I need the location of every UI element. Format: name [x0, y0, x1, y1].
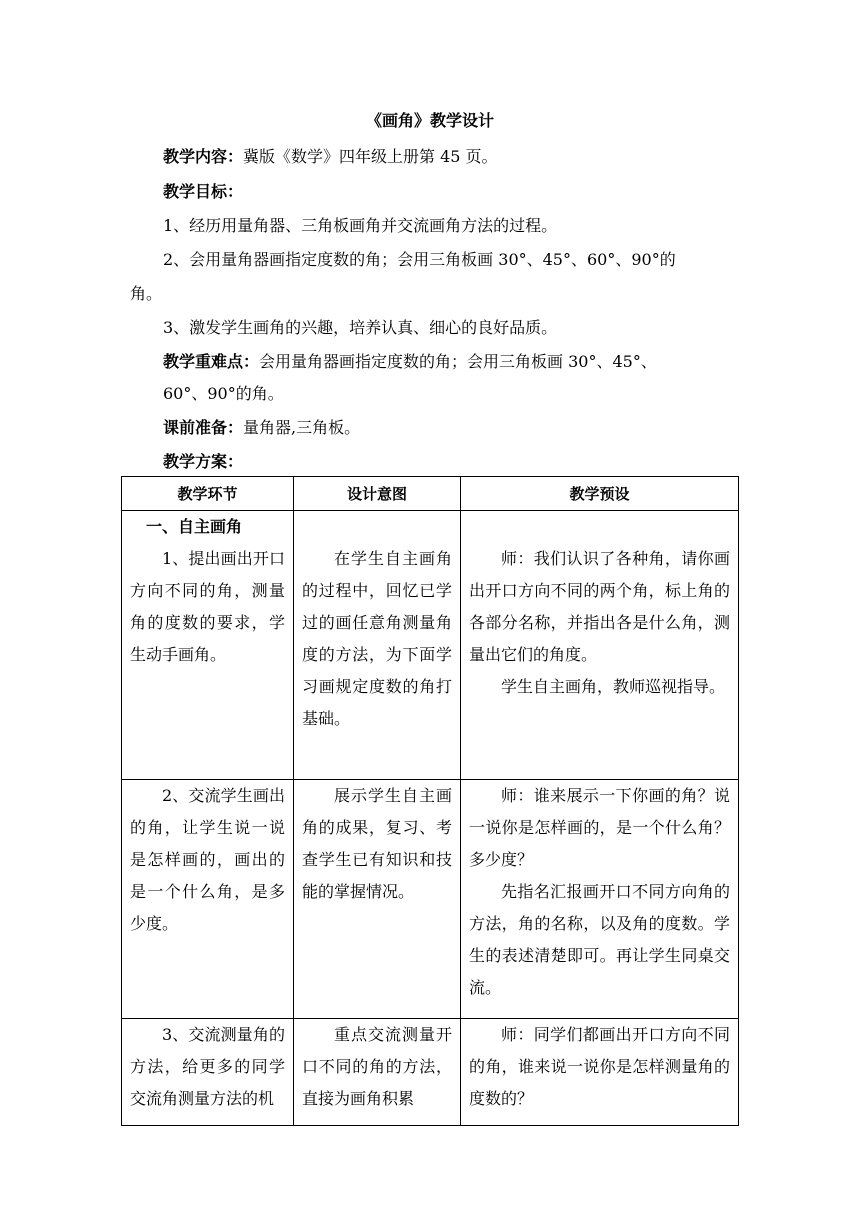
stage-cell	[122, 780, 294, 1019]
goals-label: 教学目标：	[163, 182, 244, 201]
preset-text: 学生自主画角，教师巡视指导。	[501, 677, 726, 696]
preset-text: 师：谁来展示一下你画的角？说一说你是怎样画的，是一个什么角？多少度？	[469, 786, 730, 869]
stage-text: 2、交流学生画出的角，让学生说一说是怎样画的，画出的是一个什么角，是多少度。	[130, 786, 285, 933]
header-preset: 教学预设	[461, 477, 739, 511]
stage-text: 3、交流测量角的方法，给更多的同学交流角测量方法的机	[130, 1025, 285, 1108]
goal-item-3: 3、激发学生画角的兴趣，培养认真、细心的良好品质。	[163, 318, 558, 337]
table-row	[122, 780, 739, 1019]
preset-text: 师：同学们都画出开口方向不同的角，谁来说一说你是怎样测量角的度数的？	[469, 1025, 730, 1108]
intent-text: 在学生自主画角的过程中，回忆已学过的画任意角测量角度的方法，为下面学习画规定度数的角打基础。	[302, 549, 452, 728]
goal-item-1: 1、经历用量角器、三角板画角并交流画角方法的过程。	[163, 216, 558, 235]
keypoints-line	[163, 350, 773, 374]
intent-text: 重点交流测量开口不同的角的方法，直接为画角积累	[302, 1025, 452, 1108]
goal-item-2: 2、会用量角器画指定度数的角；会用三角板画 30°、45°、60°、90°的	[163, 250, 676, 269]
header-intent: 设计意图	[294, 477, 461, 511]
preset-cell	[461, 1019, 739, 1126]
intent-cell	[294, 1019, 461, 1126]
content-line	[163, 145, 773, 169]
teaching-plan-table	[121, 476, 739, 1126]
intent-cell	[294, 511, 461, 780]
keypoints-text-cont: 60°、90°的角。	[163, 384, 284, 403]
document-title: 《画角》教学设计	[365, 111, 494, 130]
content-label: 教学内容：	[163, 147, 244, 166]
preset-cell	[461, 511, 739, 780]
section-heading: 一、自主画角	[146, 517, 243, 536]
plan-label: 教学方案：	[163, 452, 244, 471]
header-stage: 教学环节	[122, 477, 294, 511]
preset-text: 师：我们认识了各种角，请你画出开口方向不同的两个角，标上角的各部分名称，并指出各是什么角，测量出它们的角度。	[469, 549, 730, 664]
content-text: 冀版《数学》四年级上册第 45 页。	[243, 147, 498, 166]
table-row	[122, 511, 739, 780]
stage-text: 1、提出画出开口方向不同的角，测量角的度数的要求，学生动手画角。	[130, 549, 285, 664]
prep-line	[163, 416, 773, 440]
keypoints-label: 教学重难点：	[163, 352, 260, 371]
stage-cell	[122, 1019, 294, 1126]
prep-label: 课前准备：	[163, 418, 244, 437]
stage-cell	[122, 511, 294, 780]
goal-item-2-cont: 角。	[130, 284, 163, 303]
preset-cell	[461, 780, 739, 1019]
preset-text: 先指名汇报画开口不同方向角的方法，角的名称，以及角的度数。学生的表述清楚即可。再让学生同桌交流。	[469, 882, 730, 997]
intent-text: 展示学生自主画角的成果，复习、考查学生已有知识和技能的掌握情况。	[302, 786, 452, 901]
keypoints-text: 会用量角器画指定度数的角；会用三角板画 30°、45°、	[259, 352, 657, 371]
table-header-row	[122, 477, 739, 511]
table-row	[122, 1019, 739, 1126]
intent-cell	[294, 780, 461, 1019]
prep-text: 量角器,三角板。	[243, 418, 361, 437]
